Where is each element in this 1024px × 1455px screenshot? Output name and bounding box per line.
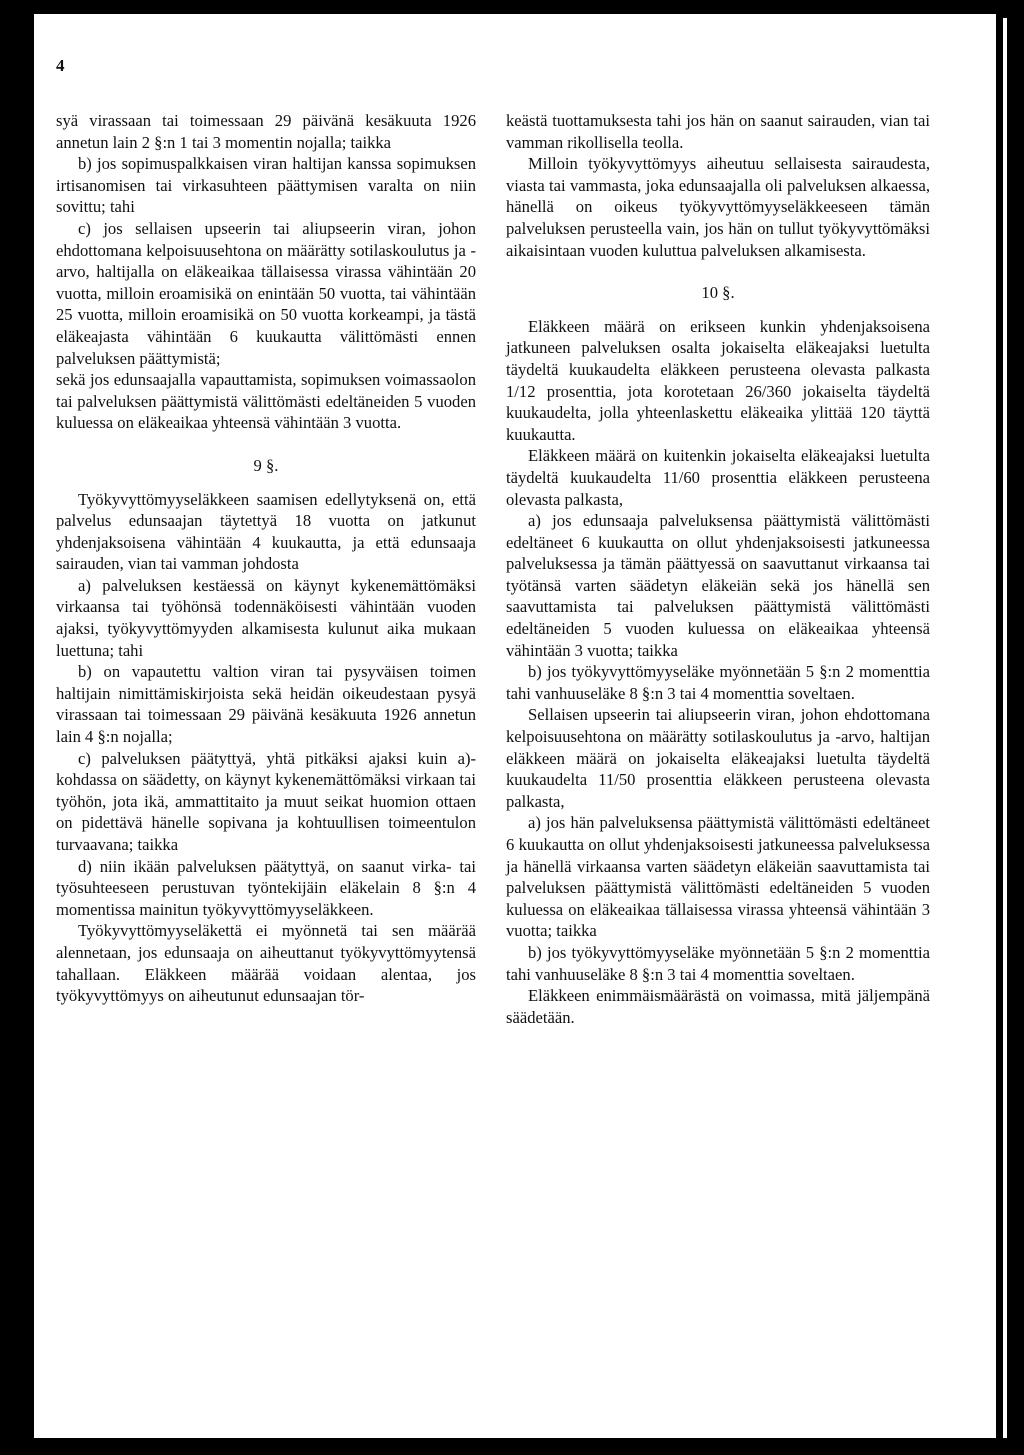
heading-gap — [56, 477, 476, 489]
paragraph: Eläkkeen enimmäismäärästä on voimassa, mitä jäljempänä säädetään. — [506, 986, 930, 1027]
section-heading-10: 10 §. — [701, 283, 735, 303]
paragraph: c) jos sellaisen upseerin tai aliupseerin viran, johon ehdottomana kelpoisuusehtona on määrätty sotilaskoulutus ja -arvo, haltijalla on eläkeaikaa tällaisessa virassa vähintään 20 vuotta, milloin eroamisikä on enintään 50 vuotta, tai vähintään 25 vuotta, milloin eroamisikä on 50 vuotta korkeampi, ja tästä eläkeajasta vähintään 6 kuukautta välittömästi ennen palveluksen päättymistä; — [56, 218, 476, 368]
scan-edge-line — [1003, 18, 1007, 1438]
right-column — [506, 110, 930, 1028]
paragraph: Milloin työkyvyttömyys aiheutuu sellaisesta sairaudesta, viasta tai vammasta, joka edunsaajalla oli palveluksen alkaessa, hänellä on oikeus työkyvyttömyyseläkkeeseen tämän palveluksen perusteella vain, jos hän on tullut työkyvyttömäksi aikaisintaan vuoden kuluttua palveluksen alkamisesta. — [506, 154, 930, 260]
paragraph: a) jos edunsaaja palveluksensa päättymistä välittömästi edeltäneet 6 kuukautta on ollut yhdenjaksoisesti jatkuneessa palveluksessa ja tämän päättyessä on saavuttanut virkaansa tai työtänsä varten säädetyn eläkeiän sekä jos hänellä sen saavuttamista tai palveluksen päättymistä välittömästi edeltäneiden 5 vuoden kuluessa on eläkeaikaa yhteensä vähintään 3 vuotta; taikka — [506, 511, 930, 660]
paragraph: b) on vapautettu valtion viran tai pysyväisen toimen haltijain nimittämiskirjoista sekä heidän oikeudestaan pysyä virassaan tai toimessaan 29 päivänä kesäkuuta 1926 annetun lain 4 §:n nojalla; — [56, 662, 476, 747]
paragraph: syä virassaan tai toimessaan 29 päivänä kesäkuuta 1926 annetun lain 2 §:n 1 tai 3 momentin nojalla; taikka — [56, 111, 476, 152]
section-heading-9: 9 §. — [253, 455, 279, 475]
paragraph: Eläkkeen määrä on erikseen kunkin yhdenjaksoisena jatkuneen palveluksen osalta jokaiselta eläkeajaksi luetulta täydeltä kuukaudelta eläkkeen perusteena olevasta palkasta 1/12 prosenttia, jota korotetaan 26/360 jokaiselta täydeltä kuukaudelta, jolla yhteenlaskettu eläkeaika ylittää 120 täyttä kuukautta. — [506, 316, 930, 444]
paragraph: Sellaisen upseerin tai aliupseerin viran, johon ehdottomana kelpoisuusehtona on määrätty sotilaskoulutus ja -arvo, haltijan eläkkeen määrä on jokaiselta eläkeajaksi luetulta täydeltä kuukaudelta 11/50 prosenttia eläkkeen perusteena olevasta palkasta, — [506, 705, 930, 811]
paragraph: d) niin ikään palveluksen päätyttyä, on saanut virka- tai työsuhteeseen perustuvan työntekijäin eläkelain 8 §:n 4 momentissa mainitun työkyvyttömyyseläkkeen. — [56, 856, 476, 919]
left-column — [56, 110, 476, 1007]
paragraph: Eläkkeen määrä on kuitenkin jokaiselta eläkeajaksi luetulta täydeltä kuukaudelta 11/60 prosenttia eläkkeen perusteena olevasta palkasta, — [506, 446, 930, 509]
document-page — [34, 14, 996, 1438]
section-gap — [56, 434, 476, 455]
scan-border — [996, 0, 1024, 1455]
paragraph: Työkyvyttömyyseläkkeen saamisen edellytyksenä on, että palvelus edunsaajan täytettyä 18 vuotta on jatkunut yhdenjaksoisena vähintään 4 kuukautta, ja että edunsaaja sairauden, vian tai vamman johdosta — [56, 489, 476, 574]
section-gap — [506, 261, 930, 282]
paragraph: c) palveluksen päätyttyä, yhtä pitkäksi ajaksi kuin a)-kohdassa on säädetty, on käynyt kykenemättömäksi virkaan tai työhön, jota ikä, ammattitaito ja muut seikat huomion ottaen on pidettävä hänelle sopivana ja kohtuullisen toimeentulon turvaavana; taikka — [56, 748, 476, 854]
heading-gap — [506, 304, 930, 316]
paragraph: keästä tuottamuksesta tahi jos hän on saanut sairauden, vian tai vamman rikollisella teolla. — [506, 111, 930, 152]
paragraph: b) jos työkyvyttömyyseläke myönnetään 5 §:n 2 momenttia tahi vanhuuseläke 8 §:n 3 tai 4 momenttia soveltaen. — [506, 942, 930, 984]
paragraph: b) jos sopimuspalkkaisen viran haltijan kanssa sopimuksen irtisanomisen tai virkasuhteen päättymisen varalta on niin sovittu; tahi — [56, 154, 476, 217]
paragraph: b) jos työkyvyttömyyseläke myönnetään 5 §:n 2 momenttia tahi vanhuuseläke 8 §:n 3 tai 4 momenttia soveltaen. — [506, 662, 930, 703]
paragraph: sekä jos edunsaajalla vapauttamista, sopimuksen voimassaolon tai palveluksen päättymistä välittömästi edeltäneiden 5 vuoden kuluessa on eläkeaikaa yhteensä vähintään 3 vuotta. — [56, 370, 476, 433]
paragraph: a) jos hän palveluksensa päättymistä välittömästi edeltäneet 6 kuukautta on ollut yhdenjaksoisesti jatkuneessa palveluksessa ja hänellä virkaansa varten säädetyn eläkeiän saavuttamista tai palveluksen päättymistä välittömästi edeltäneiden 5 vuoden kuluessa on eläkeaikaa tällaisessa virassa yhteensä vähintään 3 vuotta; taikka — [506, 813, 930, 941]
paragraph: a) palveluksen kestäessä on käynyt kykenemättömäksi virkaansa tai työhönsä todennäköisesti vähintään vuoden ajaksi, työkyvyttömyyden alkamisesta kulunut aika mukaan luettuna; tahi — [56, 575, 476, 660]
paragraph: Työkyvyttömyyseläkettä ei myönnetä tai sen määrää alennetaan, jos edunsaaja on aiheuttanut työkyvyttömyytensä tahallaan. Eläkkeen määrää voidaan alentaa, jos työkyvyttömyys on aiheutunut edunsaajan tör- — [56, 921, 476, 1006]
page-number: 4 — [56, 56, 65, 75]
